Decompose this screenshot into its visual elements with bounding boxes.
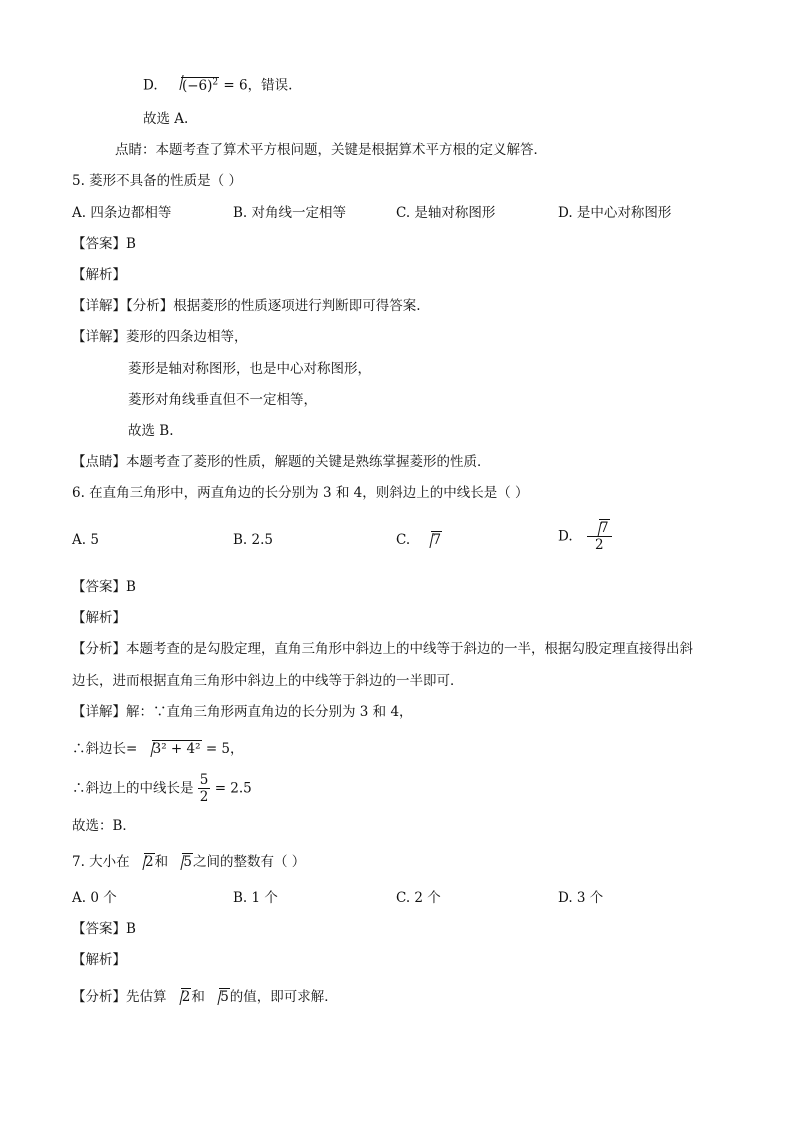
radicand: 2	[181, 989, 191, 1005]
analysis-tag: 【分析】	[72, 989, 126, 1005]
sqrt-expression	[172, 988, 192, 1006]
detail-tag: 【详解】	[72, 704, 126, 720]
sqrt-expression	[135, 853, 155, 871]
q4-comment: 点睛：本题考查了算术平方根问题，关键是根据算术平方根的定义解答．	[115, 142, 547, 158]
stem-text: 7. 大小在	[72, 854, 130, 870]
option-label: C.	[396, 532, 411, 548]
q5-option-d: D. 是中心对称图形	[558, 205, 672, 221]
comment-text: 本题考查了菱形的性质，解题的关键是熟练掌握菱形的性质．	[126, 454, 491, 470]
median-prefix: ∴斜边上的中线长是	[72, 780, 194, 797]
q5-option-c: C. 是轴对称图形	[396, 205, 496, 221]
q6-stem: 6. 在直角三角形中，两直角边的长分别为 3 和 4，则斜边上的中线长是（ ）	[72, 485, 529, 501]
radicand: 7	[599, 520, 609, 536]
q4-choose: 故选 A.	[143, 111, 189, 127]
q6-analysis-2: 边长，进而根据直角三角形中斜边上的中线等于斜边的一半即可．	[72, 673, 464, 689]
detail-tag: 【详解】	[72, 329, 126, 345]
q6-detail	[72, 703, 413, 721]
q5-line-3: 菱形是轴对称图形，也是中心对称图形，	[128, 361, 371, 377]
q6-option-d	[558, 520, 612, 553]
stem-text: 和	[154, 854, 169, 870]
sqrt-expression	[172, 73, 219, 95]
analysis-text: 和	[191, 989, 205, 1005]
q6-option-a: A. 5	[72, 532, 99, 548]
q6-option-c	[396, 531, 442, 549]
answer-value: B	[126, 921, 136, 937]
analysis-text: 的值，即可求解．	[229, 989, 338, 1005]
judgement: ，错误.	[247, 77, 293, 94]
q7-answer	[72, 920, 136, 938]
q6-median	[72, 772, 252, 805]
hypotenuse-prefix: ∴斜边长=	[72, 741, 138, 757]
q5-answer	[72, 235, 136, 253]
q5-detail-2	[72, 328, 248, 346]
q7-option-d: D. 3 个	[558, 890, 604, 906]
sqrt-expression	[422, 531, 442, 549]
q7-option-a: A. 0 个	[72, 890, 117, 906]
q7-stem	[72, 853, 305, 871]
fraction-numerator: 5	[199, 772, 209, 788]
answer-tag: 【答案】	[72, 921, 126, 937]
q6-choose: 故选：B．	[72, 818, 136, 834]
sqrt-expression	[590, 520, 610, 536]
sqrt-expression	[173, 853, 193, 871]
q5-option-a: A. 四条边都相等	[72, 205, 172, 221]
answer-tag: 【答案】	[72, 236, 126, 252]
option-label: D.	[558, 528, 573, 545]
answer-value: B	[126, 579, 136, 595]
q5-line-5: 故选 B.	[128, 423, 174, 439]
equation-rhs: = 6	[223, 77, 248, 94]
sqrt-expression	[210, 988, 230, 1006]
stem-text: 之间的整数有（ ）	[192, 854, 306, 870]
q5-comment	[72, 453, 491, 471]
q6-hypotenuse	[72, 740, 244, 758]
q6-analysis-tag: 【解析】	[72, 610, 126, 626]
detail-tag: 【详解】【分析】	[72, 298, 174, 314]
radicand: 5	[183, 854, 192, 870]
q6-analysis-1	[72, 640, 693, 658]
fraction-numerator	[587, 520, 612, 537]
fraction-denominator: 2	[199, 789, 209, 805]
radicand: 2	[144, 854, 154, 870]
fraction-denominator: 2	[594, 537, 604, 553]
analysis-tag: 【分析】	[72, 641, 126, 657]
comment-tag: 【点睛】	[72, 454, 126, 470]
analysis-text: 本题考查的是勾股定理，直角三角形中斜边上的中线等于斜边的一半，根据勾股定理直接得出斜	[126, 641, 693, 657]
q7-option-b: B. 1 个	[233, 890, 278, 906]
radicand: 7	[432, 532, 442, 548]
radicand: 5	[220, 989, 229, 1005]
q5-analysis-tag: 【解析】	[72, 267, 126, 283]
radicand: 3² + 4²	[152, 741, 201, 757]
equation-rhs: = 5，	[205, 741, 244, 757]
analysis-text: 先估算	[126, 989, 167, 1005]
q5-detail-1	[72, 297, 421, 315]
exponent: 2	[212, 77, 219, 87]
fraction	[587, 520, 612, 553]
q5-option-b: B. 对角线一定相等	[233, 205, 347, 221]
option-label: D.	[143, 77, 158, 94]
detail-text: 解：∵直角三角形两直角边的长分别为 3 和 4，	[126, 704, 413, 720]
detail-text: 菱形的四条边相等，	[126, 329, 248, 345]
fraction	[198, 772, 211, 805]
answer-value: B	[126, 236, 136, 252]
detail-text: 根据菱形的性质逐项进行判断即可得答案.	[173, 298, 421, 314]
answer-tag: 【答案】	[72, 579, 126, 595]
q6-option-b: B. 2.5	[233, 532, 273, 548]
equation-rhs: = 2.5	[214, 780, 252, 797]
sqrt-expression	[143, 740, 202, 758]
q6-answer	[72, 578, 136, 596]
radicand: (−6)	[181, 77, 213, 94]
q4-option-d	[143, 73, 292, 95]
q5-line-4: 菱形对角线垂直但不一定相等，	[128, 392, 317, 408]
q7-option-c: C. 2 个	[396, 890, 441, 906]
q5-stem: 5. 菱形不具备的性质是（ ）	[72, 173, 242, 189]
q7-analysis	[72, 988, 338, 1006]
q7-analysis-tag: 【解析】	[72, 952, 126, 968]
